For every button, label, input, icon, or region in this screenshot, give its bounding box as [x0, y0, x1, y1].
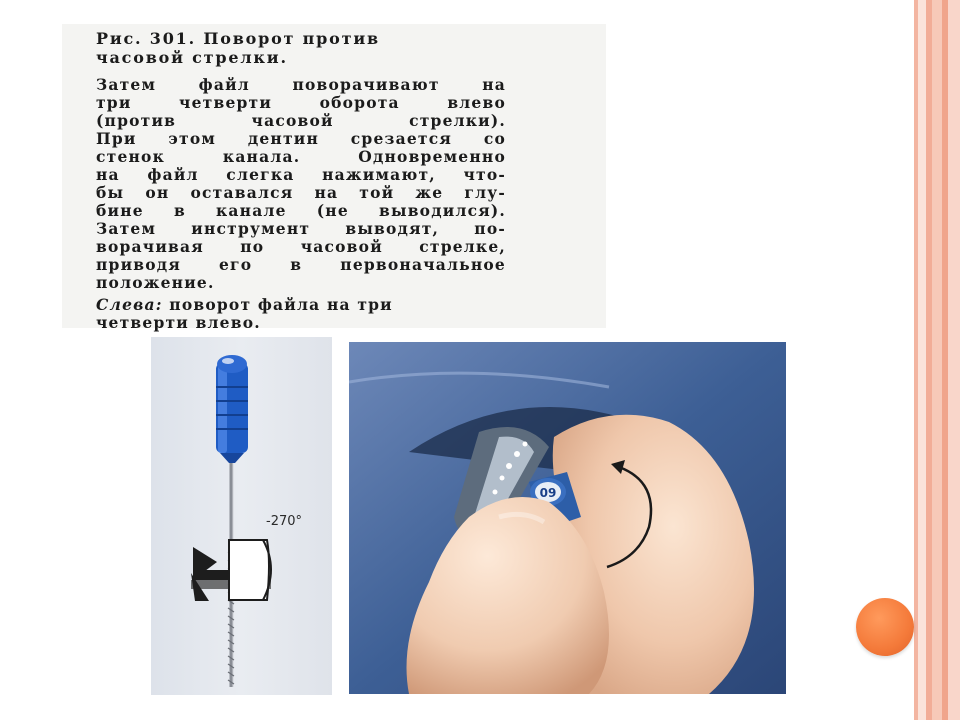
- clinical-photo: [349, 342, 786, 694]
- body-line: Затем файл поворачивают на: [96, 75, 506, 94]
- figure-caption-line-2: часовой стрелки.: [96, 48, 288, 67]
- file-size-number: 09: [539, 486, 557, 500]
- decorative-orange-circle: [856, 598, 914, 656]
- left-note-text: поворот файла на три: [162, 295, 393, 314]
- body-line: ворачивая по часовой стрелке,: [96, 237, 506, 256]
- left-note-line-1: [96, 296, 506, 314]
- body-line: (против часовой стрелки).: [96, 111, 506, 130]
- body-line: на файл слегка нажимают, что-: [96, 165, 506, 184]
- counterclockwise-arrow-icon: [191, 540, 271, 601]
- file-rotation-illustration: [151, 337, 332, 695]
- rotation-angle-label: -270°: [266, 514, 303, 529]
- file-rotation-drawing: [151, 337, 332, 695]
- body-line: бы он оставался на той же глу-: [96, 183, 506, 202]
- file-handle: [216, 355, 248, 463]
- body-line: три четверти оборота влево: [96, 93, 506, 112]
- scanned-text-block: [62, 24, 606, 332]
- clinical-photo-drawing: [349, 342, 786, 694]
- left-note-line-2: четверти влево.: [96, 313, 261, 332]
- body-line: стенок канала. Одновременно: [96, 147, 506, 166]
- left-note-label: Слева:: [96, 295, 163, 314]
- figure-caption-line-1: Рис. 301. Поворот против: [96, 29, 380, 48]
- decorative-side-stripes: [914, 0, 960, 720]
- body-line: бине в канале (не выводился).: [96, 201, 506, 220]
- body-line: положение.: [96, 273, 215, 292]
- body-line: приводя его в первоначальное: [96, 255, 506, 274]
- body-line: При этом дентин срезается со: [96, 129, 506, 148]
- body-line: Затем инструмент выводят, по-: [96, 219, 506, 238]
